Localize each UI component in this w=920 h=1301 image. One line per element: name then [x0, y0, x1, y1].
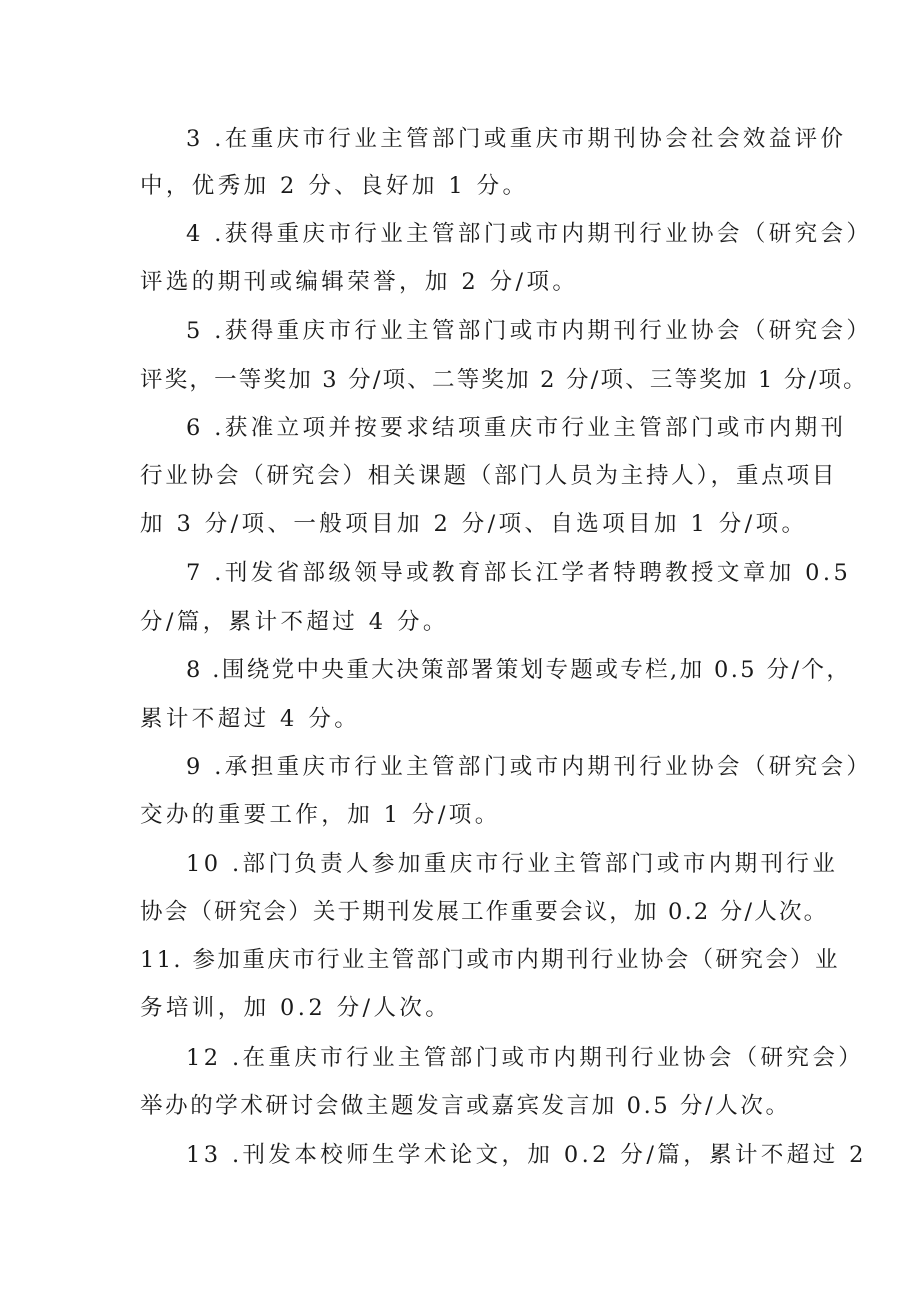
item-10-line-2: 协会（研究会）关于期刊发展工作重要会议，加 0.2 分/人次。: [140, 899, 829, 925]
item-3-line-2: 中，优秀加 2 分、良好加 1 分。: [140, 173, 529, 199]
item-5-line-2: 评奖，一等奖加 3 分/项、二等奖加 2 分/项、三等奖加 1 分/项。: [140, 367, 868, 393]
item-13-line-1: 13 .刊发本校师生学术论文，加 0.2 分/篇，累计不超过 2: [186, 1142, 867, 1168]
item-3-line-1: 3 .在重庆市行业主管部门或重庆市期刊协会社会效益评价: [186, 126, 847, 152]
item-8-line-1: 8 .围绕党中央重大决策部署策划专题或专栏,加 0.5 分/个，: [186, 657, 852, 683]
item-7-line-1: 7 .刊发省部级领导或教育部长江学者特聘教授文章加 0.5: [186, 560, 852, 586]
item-9-line-1: 9 .承担重庆市行业主管部门或市内期刊行业协会（研究会）: [186, 754, 873, 780]
item-4-line-2: 评选的期刊或编辑荣誉，加 2 分/项。: [140, 269, 579, 295]
item-6-line-1: 6 .获准立项并按要求结项重庆市行业主管部门或市内期刊: [186, 415, 847, 441]
item-4-line-1: 4 .获得重庆市行业主管部门或市内期刊行业协会（研究会）: [186, 221, 873, 247]
item-11-line-2: 务培训，加 0.2 分/人次。: [140, 995, 452, 1021]
item-10-line-1: 10 .部门负责人参加重庆市行业主管部门或市内期刊行业: [186, 851, 839, 877]
item-12-line-1: 12 .在重庆市行业主管部门或市内期刊行业协会（研究会）: [186, 1045, 865, 1071]
item-6-line-2: 行业协会（研究会）相关课题（部门人员为主持人），重点项目: [140, 463, 838, 489]
item-6-line-3: 加 3 分/项、一般项目加 2 分/项、自选项目加 1 分/项。: [140, 511, 808, 537]
item-12-line-2: 举办的学术研讨会做主题发言或嘉宾发言加 0.5 分/人次。: [140, 1093, 791, 1119]
item-7-line-2: 分/篇，累计不超过 4 分。: [140, 609, 449, 635]
item-9-line-2: 交办的重要工作，加 1 分/项。: [140, 802, 501, 828]
item-11-line-1: 11. 参加重庆市行业主管部门或市内期刊行业协会（研究会）业: [140, 947, 840, 973]
item-8-line-2: 累计不超过 4 分。: [140, 706, 361, 732]
item-5-line-1: 5 .获得重庆市行业主管部门或市内期刊行业协会（研究会）: [186, 318, 873, 344]
